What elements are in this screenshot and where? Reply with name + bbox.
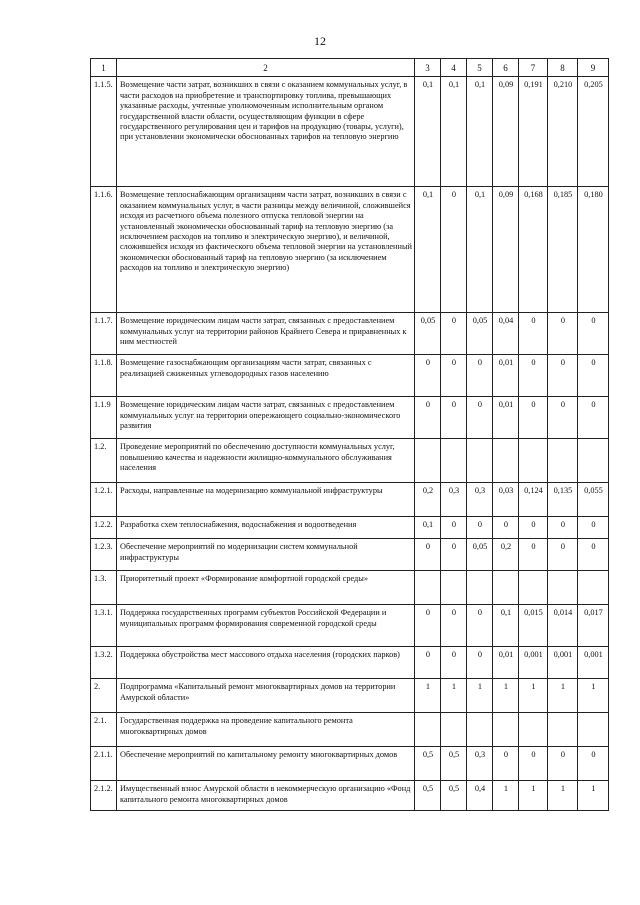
row-value [415,439,441,483]
column-header: 5 [467,59,493,77]
row-value: 0 [548,517,578,539]
row-number: 1.2.3. [91,539,117,571]
row-description: Поддержка обустройства мест массового отдыха населения (городских парков) [117,647,415,679]
row-value [415,571,441,605]
table-row [91,517,609,539]
row-value: 1 [578,679,609,713]
row-value: 1 [548,679,578,713]
row-value [519,713,548,747]
row-value: 0 [548,355,578,397]
row-description: Расходы, направленные на модернизацию коммунальной инфраструктуры [117,483,415,517]
row-number: 1.3. [91,571,117,605]
row-value: 1 [519,781,548,811]
row-description: Имущественный взнос Амурской области в некоммерческую организацию «Фонд капитального ремонта многоквартирных домов [117,781,415,811]
row-description: Возмещение части затрат, возникших в связи с оказанием коммунальных услуг, в части расходов на приобретение и транспортировку топлива, превышающих указанные расходы, учтенные уполномоченным исполнительным органом государственной власти области, осуществляющим функции в сфере государственного регулирования цен и тарифов на продукцию (товары, услуги), при установлении экономически обоснованных тарифов на тепловую энергию [117,77,415,187]
row-description: Приоритетный проект «Формирование комфортной городской среды» [117,571,415,605]
row-value [578,571,609,605]
row-value: 0,1 [467,77,493,187]
row-value [493,439,519,483]
row-value: 0 [519,517,548,539]
row-value: 0 [519,539,548,571]
row-value [519,439,548,483]
column-header: 8 [548,59,578,77]
row-value: 0,03 [493,483,519,517]
row-value [441,713,467,747]
row-value: 0,3 [467,483,493,517]
row-value: 1 [578,781,609,811]
row-value: 0 [441,517,467,539]
row-value: 0,1 [467,187,493,313]
row-value: 0 [441,187,467,313]
row-number: 1.3.2. [91,647,117,679]
row-value [519,571,548,605]
row-value: 1 [548,781,578,811]
row-value: 0,1 [415,77,441,187]
row-value: 0 [415,397,441,439]
table-row [91,313,609,355]
row-value: 0 [441,539,467,571]
row-number: 2.1.2. [91,781,117,811]
row-value: 0,205 [578,77,609,187]
table-row [91,539,609,571]
table-row [91,713,609,747]
row-value: 1 [441,679,467,713]
row-value: 0,3 [467,747,493,781]
row-value: 0,001 [578,647,609,679]
row-description: Поддержка государственных программ субъектов Российской Федерации и муниципальных программ формирования современной городской среды [117,605,415,647]
row-value: 1 [493,679,519,713]
row-description: Подпрограмма «Капитальный ремонт многоквартирных домов на территории Амурской области» [117,679,415,713]
row-value: 0 [415,647,441,679]
column-header: 6 [493,59,519,77]
row-description: Возмещение юридическим лицам части затрат, связанных с предоставлением коммунальных услуг на территории опережающего социально-экономического развития [117,397,415,439]
row-value: 0 [415,605,441,647]
row-value: 0 [578,747,609,781]
row-value: 0 [467,647,493,679]
row-value [441,439,467,483]
indicator-table [90,58,609,811]
row-value: 0 [578,355,609,397]
row-value: 0 [467,517,493,539]
row-value: 0,09 [493,77,519,187]
row-value [548,439,578,483]
row-value: 0,191 [519,77,548,187]
row-value: 0 [467,355,493,397]
row-value: 0,2 [493,539,519,571]
row-value: 0 [441,313,467,355]
row-value: 0,01 [493,397,519,439]
row-value: 1 [467,679,493,713]
column-header: 7 [519,59,548,77]
table-row [91,747,609,781]
row-value: 0 [548,539,578,571]
row-value: 0,5 [415,781,441,811]
row-number: 1.1.8. [91,355,117,397]
row-number: 2. [91,679,117,713]
table-row [91,397,609,439]
row-value: 0 [441,355,467,397]
column-header: 3 [415,59,441,77]
row-description: Возмещение юридическим лицам части затрат, связанных с предоставлением коммунальных услуг на территории районов Крайнего Севера и приравненных к ним местностей [117,313,415,355]
row-value: 0,014 [548,605,578,647]
row-value: 0,210 [548,77,578,187]
row-value [415,713,441,747]
row-value: 0,05 [415,313,441,355]
row-value: 0,001 [519,647,548,679]
row-number: 1.3.1. [91,605,117,647]
row-value: 0,185 [548,187,578,313]
row-value: 1 [415,679,441,713]
table-row [91,187,609,313]
row-value: 0,5 [415,747,441,781]
row-description: Обеспечение мероприятий по капитальному ремонту многоквартирных домов [117,747,415,781]
row-description: Государственная поддержка на проведение капитального ремонта многоквартирных домов [117,713,415,747]
row-value: 0 [493,517,519,539]
table-row [91,647,609,679]
table-row [91,571,609,605]
row-value: 0 [441,605,467,647]
row-value: 0,168 [519,187,548,313]
row-number: 1.2.1. [91,483,117,517]
row-value [548,571,578,605]
column-header: 1 [91,59,117,77]
table-row [91,605,609,647]
row-value [467,713,493,747]
row-value: 0,2 [415,483,441,517]
row-number: 1.1.9 [91,397,117,439]
row-value [441,571,467,605]
row-value: 0 [519,747,548,781]
row-value [578,713,609,747]
row-value: 0,01 [493,647,519,679]
row-value: 0,017 [578,605,609,647]
row-value: 0 [548,397,578,439]
row-value: 0 [578,539,609,571]
row-value: 0,01 [493,355,519,397]
row-value [578,439,609,483]
row-value: 0 [415,539,441,571]
row-value: 0,4 [467,781,493,811]
table-header-row [91,59,609,77]
row-value: 0 [493,747,519,781]
row-value: 0 [441,397,467,439]
row-value: 0,1 [493,605,519,647]
row-value: 0 [519,355,548,397]
row-value: 1 [519,679,548,713]
row-value: 0,09 [493,187,519,313]
row-value: 0,015 [519,605,548,647]
row-value: 0,001 [548,647,578,679]
column-header: 9 [578,59,609,77]
row-description: Обеспечение мероприятий по модернизации систем коммунальной инфраструктуры [117,539,415,571]
column-header: 4 [441,59,467,77]
row-value [548,713,578,747]
row-value: 0,124 [519,483,548,517]
page-number: 12 [314,34,326,48]
row-value: 0,135 [548,483,578,517]
row-value: 0,180 [578,187,609,313]
row-value: 0 [548,747,578,781]
column-header: 2 [117,59,415,77]
row-value: 0 [519,397,548,439]
row-number: 2.1.1. [91,747,117,781]
row-number: 2.1. [91,713,117,747]
table-row [91,77,609,187]
row-description: Возмещение теплоснабжающим организациям части затрат, возникших в связи с оказанием коммунальных услуг, в части разницы между величиной, сложившейся исходя из расчетного объема полезного отпуска тепловой энергии на установленный экономически обоснованный тариф на тепловую энергию (за исключением расходов на топливо и электрическую энергию), и величиной, сложившейся исходя из фактического объема тепловой энергии на установленный экономически обоснованный тариф на тепловую энергию (за исключением расходов на топливо и электрическую энергию) [117,187,415,313]
row-value: 0 [578,517,609,539]
row-value [493,713,519,747]
row-value: 0 [467,397,493,439]
row-value: 0 [578,313,609,355]
table-row [91,483,609,517]
row-value: 0 [467,605,493,647]
row-value: 0 [441,647,467,679]
row-value [467,439,493,483]
table-row [91,355,609,397]
row-value: 0 [548,313,578,355]
row-value: 0,1 [441,77,467,187]
row-number: 1.1.7. [91,313,117,355]
row-value: 0,1 [415,517,441,539]
row-value: 0 [578,397,609,439]
table-row [91,679,609,713]
row-description: Разработка схем теплоснабжения, водоснабжения и водоотведения [117,517,415,539]
row-number: 1.1.5. [91,77,117,187]
row-value: 0,1 [415,187,441,313]
row-value [467,571,493,605]
row-description: Проведение мероприятий по обеспечению доступности коммунальных услуг, повышению качества и надежности жилищно-коммунального обслуживания населения [117,439,415,483]
row-value: 0,3 [441,483,467,517]
row-value: 0,05 [467,313,493,355]
table-row [91,439,609,483]
table-row [91,781,609,811]
row-value: 0,04 [493,313,519,355]
row-value: 0 [519,313,548,355]
row-value: 0,5 [441,781,467,811]
row-value: 0,5 [441,747,467,781]
row-value: 0,055 [578,483,609,517]
row-value: 0,05 [467,539,493,571]
row-number: 1.2. [91,439,117,483]
row-value: 0 [415,355,441,397]
row-value: 1 [493,781,519,811]
row-value [493,571,519,605]
row-description: Возмещение газоснабжающим организациям части затрат, связанных с реализацией сжиженных углеводородных газов населению [117,355,415,397]
row-number: 1.2.2. [91,517,117,539]
row-number: 1.1.6. [91,187,117,313]
